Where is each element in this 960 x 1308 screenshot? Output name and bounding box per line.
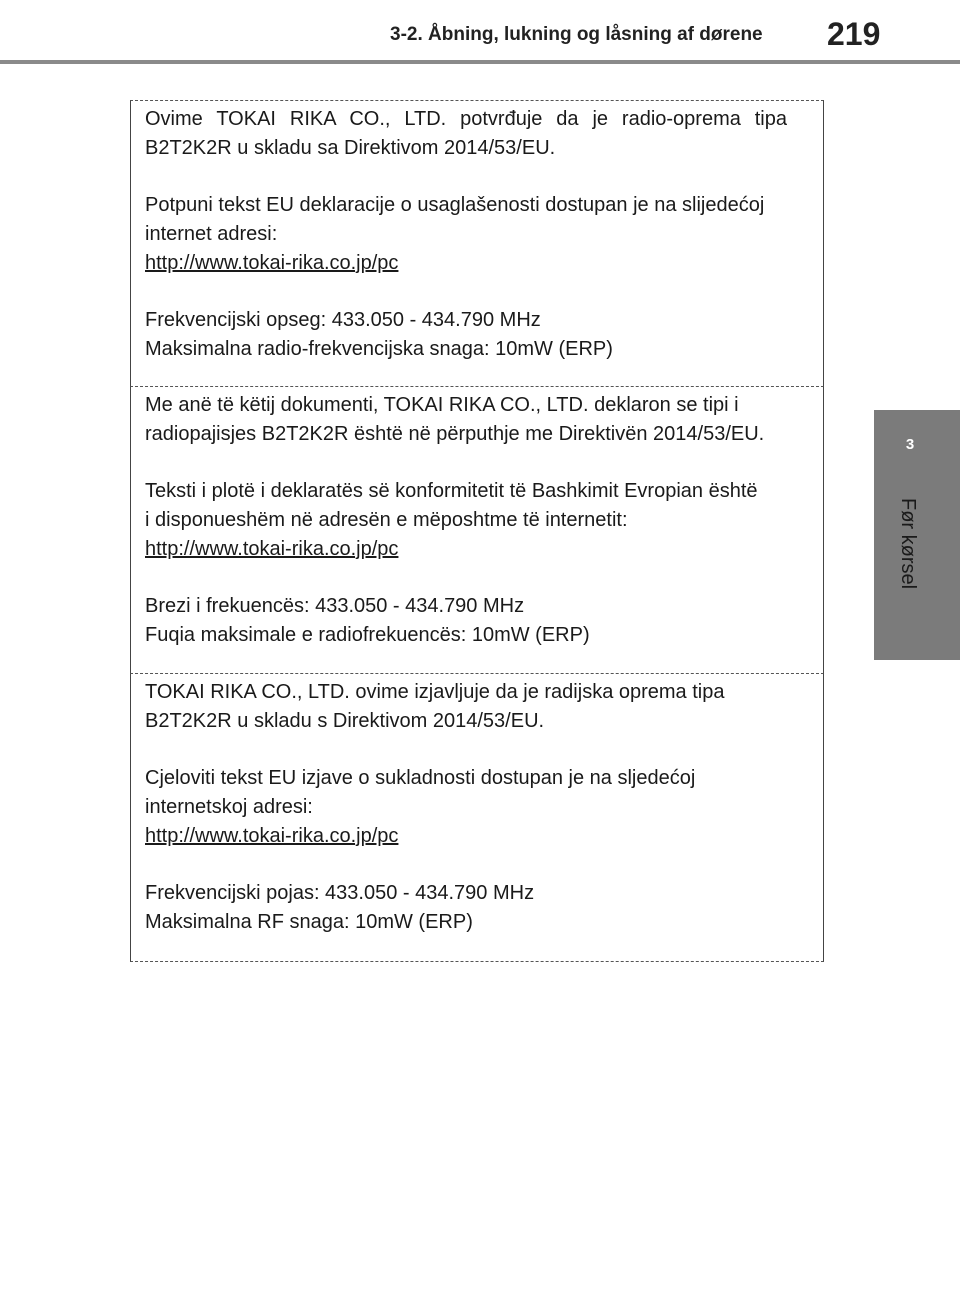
frequency-band: Frekvencijski pojas: 433.050 - 434.790 MHz: [145, 882, 535, 904]
frequency-band: Frekvencijski opseg: 433.050 - 434.790 MHz: [145, 309, 541, 331]
declaration-line: internetskoj adresi:: [145, 796, 313, 818]
declaration-text: [145, 678, 787, 937]
declaration-line: TOKAI RIKA CO., LTD. ovime izjavljuje da je radijska oprema tipa: [145, 681, 725, 703]
declaration-link[interactable]: http://www.tokai-rika.co.jp/pc: [145, 825, 399, 847]
frequency-band: Brezi i frekuencës: 433.050 - 434.790 MHz: [145, 595, 525, 617]
max-power: Maksimalna RF snaga: 10mW (ERP): [145, 911, 473, 933]
declaration-line: radiopajisjes B2T2K2R është në përputhje me Direktivën 2014/53/EU.: [145, 423, 765, 445]
declaration-line: Cjeloviti tekst EU izjave o sukladnosti dostupan je na sljedećoj: [145, 767, 696, 789]
page-number: 219: [827, 16, 881, 52]
max-power: Maksimalna radio-frekvencijska snaga: 10mW (ERP): [145, 338, 613, 360]
section-title: 3-2. Åbning, lukning og låsning af dørene: [390, 24, 763, 45]
declaration-box-montenegrin: [130, 100, 824, 386]
declaration-text: [145, 105, 787, 364]
chapter-label: Før kørsel: [897, 498, 919, 590]
declaration-line: Potpuni tekst EU deklaracije o usaglašenosti dostupan je na slijedećoj: [145, 194, 765, 216]
declaration-line: Ovime TOKAI RIKA CO., LTD. potvrđuje da je radio-oprema tipa: [145, 108, 787, 130]
declaration-box-croatian: [130, 673, 824, 962]
declaration-box-albanian: [130, 386, 824, 673]
declaration-line: B2T2K2R u skladu sa Direktivom 2014/53/EU.: [145, 137, 556, 159]
declaration-line: i disponueshëm në adresën e mëposhtme të internetit:: [145, 509, 628, 531]
header-divider: [0, 60, 960, 64]
chapter-number: 3: [905, 436, 915, 453]
declaration-line: B2T2K2R u skladu s Direktivom 2014/53/EU.: [145, 710, 545, 732]
declaration-link[interactable]: http://www.tokai-rika.co.jp/pc: [145, 252, 399, 274]
declaration-line: Me anë të këtij dokumenti, TOKAI RIKA CO., LTD. deklaron se tipi i: [145, 394, 739, 416]
declaration-line: Teksti i plotë i deklaratës së konformitetit të Bashkimit Evropian është: [145, 480, 758, 502]
declaration-text: [145, 391, 787, 650]
max-power: Fuqia maksimale e radiofrekuencës: 10mW (ERP): [145, 624, 590, 646]
declaration-link[interactable]: http://www.tokai-rika.co.jp/pc: [145, 538, 399, 560]
declaration-line: internet adresi:: [145, 223, 278, 245]
